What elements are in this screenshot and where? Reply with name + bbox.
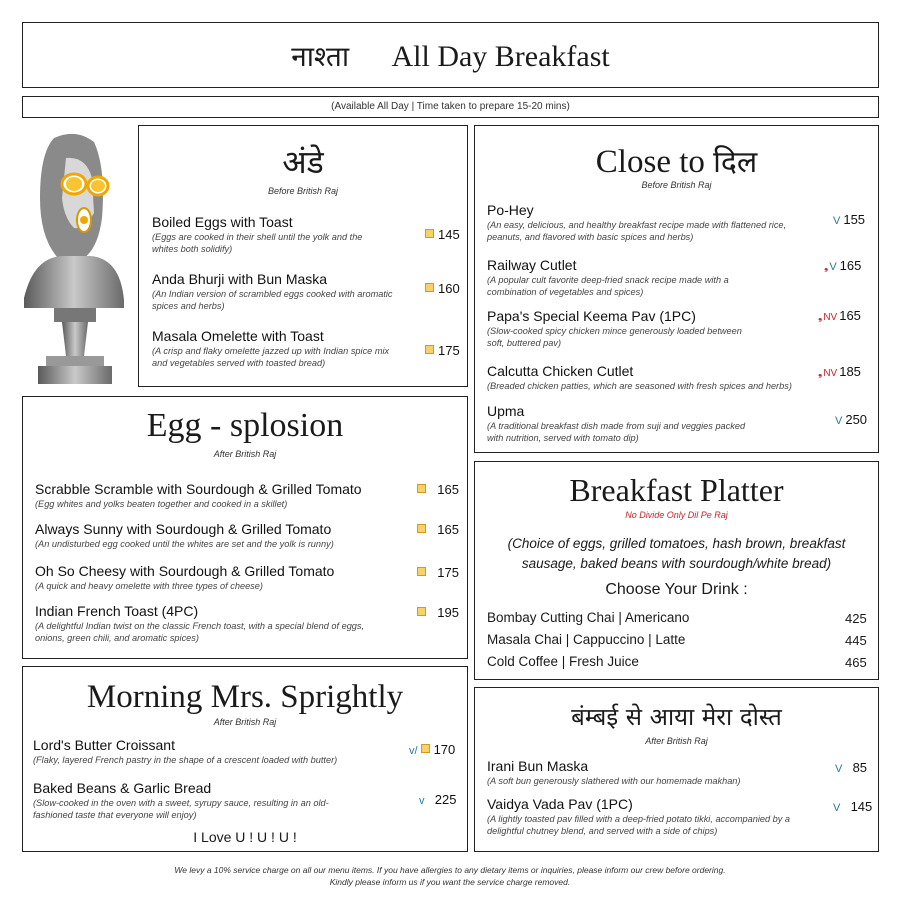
item-description: (A soft bun generously slathered with our homemade makhan)	[487, 776, 741, 786]
item-name: Anda Bhurji with Bun Maska	[152, 271, 328, 287]
section-breakfast-platter	[474, 461, 879, 680]
drink-price: 465	[845, 655, 867, 670]
section-subtitle: Before British Raj	[641, 180, 712, 190]
section-title: Breakfast Platter	[569, 472, 784, 508]
egg-icon	[417, 607, 426, 616]
drink-price: 445	[845, 633, 867, 648]
menu-item	[487, 257, 757, 298]
item-name: Oh So Cheesy with Sourdough & Grilled Tomato	[35, 563, 335, 579]
nonveg-icon: NV	[823, 312, 838, 323]
nonveg-icon: NV	[823, 368, 838, 379]
item-price: V 250	[835, 412, 868, 427]
drink-option: Bombay Cutting Chai | Americano	[487, 610, 690, 625]
menu-item	[487, 202, 807, 243]
drink-heading: Choose Your Drink :	[605, 581, 748, 598]
menu-item	[35, 481, 415, 510]
footer-note	[0, 864, 900, 888]
item-name: Vaidya Vada Pav (1PC)	[487, 796, 633, 812]
section-eggsplosion	[22, 396, 468, 659]
veg-icon: V	[833, 215, 841, 227]
availability-note: (Available All Day | Time taken to prepare 15-20 mins)	[22, 96, 879, 118]
item-name: Lord's Butter Croissant	[33, 737, 175, 753]
chili-icon: ❟	[824, 261, 829, 273]
item-description: (A popular cult favorite deep-fried snack recipe made with a combination of vegetables and spices)	[487, 275, 729, 297]
item-name: Scrabble Scramble with Sourdough & Grilled Tomato	[35, 481, 362, 497]
bust-illustration	[14, 128, 134, 390]
section-title: Egg - splosion	[146, 407, 344, 444]
item-price: 175	[417, 565, 459, 580]
item-description: (An Indian version of scrambled eggs cooked with aromatic spices and herbs)	[152, 289, 393, 311]
menu-item	[35, 563, 415, 592]
section-sprightly	[22, 666, 468, 852]
section-title	[475, 140, 878, 181]
menu-item	[152, 214, 382, 255]
menu-title-box	[22, 22, 879, 88]
title-english: All Day Breakfast	[391, 40, 610, 73]
item-price: ❟V 165	[824, 258, 862, 273]
item-price: v 225	[419, 792, 457, 807]
menu-item	[35, 603, 365, 644]
item-price: 160	[425, 281, 460, 296]
drink-option: Masala Chai | Cappuccino | Latte	[487, 632, 686, 647]
egg-icon	[417, 524, 426, 533]
chili-icon: ❟	[818, 311, 823, 323]
item-description: (Slow-cooked in the oven with a sweet, syrupy sauce, resulting in an old-fashioned taste that everyone will enjoy)	[33, 798, 329, 820]
item-price: V 145	[833, 799, 873, 814]
egg-icon	[417, 567, 426, 576]
item-description: (A crisp and flaky omelette jazzed up with Indian spice mix and vegetables served with toasted bread)	[152, 346, 390, 368]
item-price: ❟NV 185	[818, 364, 861, 379]
section-title: Morning Mrs. Sprightly	[86, 679, 404, 715]
item-price: V 85	[835, 760, 868, 775]
section-title: अंडे	[282, 143, 324, 181]
drink-price: 425	[845, 611, 867, 626]
section-subtitle: After British Raj	[213, 717, 277, 727]
veg-icon: V	[833, 802, 841, 814]
menu-item	[487, 758, 787, 787]
section-title: बंम्बई से आया मेरा दोस्त	[571, 703, 782, 731]
menu-item	[33, 737, 373, 766]
tagline: I Love U ! U ! U !	[193, 829, 297, 845]
section-ande	[138, 125, 468, 387]
item-description: (An undisturbed egg cooked until the whites are set and the yolk is runny)	[35, 539, 334, 549]
title-hindi: नाश्ता	[291, 40, 350, 73]
item-price: V 155	[833, 212, 866, 227]
egg-icon	[417, 484, 426, 493]
item-description: (Egg whites and yolks beaten together and cooked in a skillet)	[35, 499, 288, 509]
item-name: Indian French Toast (4PC)	[35, 603, 199, 619]
section-subtitle: After British Raj	[645, 736, 708, 746]
menu-item	[33, 780, 333, 821]
drink-option: Cold Coffee | Fresh Juice	[487, 654, 639, 669]
section-subtitle: Before British Raj	[267, 186, 339, 196]
section-subtitle: No Divide Only Dil Pe Raj	[625, 510, 728, 520]
menu-item	[487, 403, 747, 444]
item-price: v/ 170	[409, 742, 456, 757]
item-description: (A traditional breakfast dish made from suji and veggies packed with nutrition, served with tomato dip)	[487, 421, 746, 443]
item-name: Boiled Eggs with Toast	[152, 214, 293, 230]
item-name: Masala Omelette with Toast	[152, 328, 324, 344]
egg-icon	[425, 283, 434, 292]
menu-item	[35, 521, 415, 550]
item-name: Upma	[487, 403, 525, 419]
veg-icon: V	[835, 415, 843, 427]
title-hindi: दिल	[713, 145, 758, 180]
menu-item	[487, 363, 817, 392]
menu-item	[487, 796, 817, 837]
item-price: 175	[425, 343, 460, 358]
item-price: ❟NV 165	[818, 308, 861, 323]
veg-icon: V	[829, 261, 837, 273]
egg-icon	[425, 229, 434, 238]
footer-line-2: Kindly please inform us if you want the service charge removed.	[329, 877, 571, 887]
section-subtitle: After British Raj	[213, 449, 277, 459]
menu-item	[487, 308, 747, 349]
item-name: Papa's Special Keema Pav (1PC)	[487, 308, 696, 324]
chili-icon: ❟	[818, 367, 823, 379]
egg-icon	[421, 744, 430, 753]
veg-icon: v	[419, 795, 425, 807]
item-description: (A quick and heavy omelette with three types of cheese)	[35, 581, 263, 591]
item-name: Calcutta Chicken Cutlet	[487, 363, 634, 379]
item-description: (Flaky, layered French pastry in the shape of a crescent loaded with butter)	[33, 755, 338, 765]
egg-icon	[425, 345, 434, 354]
footer-line-1: We levy a 10% service charge on all our menu items. If you have allergies to any dietary items or inquiries, please inform our crew before ordering.	[174, 865, 726, 875]
item-name: Baked Beans & Garlic Bread	[33, 780, 212, 796]
item-description: (An easy, delicious, and healthy breakfast recipe made with flattened rice, peanuts, and flavored with basic spices and herbs)	[487, 220, 787, 242]
item-name: Always Sunny with Sourdough & Grilled Tomato	[35, 521, 332, 537]
menu-item	[152, 328, 392, 369]
item-description: (Eggs are cooked in their shell until the yolk and the whites both solidify)	[152, 232, 363, 254]
item-name: Railway Cutlet	[487, 257, 577, 273]
section-bombay-dost	[474, 687, 879, 852]
item-price: 195	[417, 605, 459, 620]
item-description: (Slow-cooked spicy chicken mince generously loaded between soft, buttered pav)	[487, 326, 742, 348]
item-name: Irani Bun Maska	[487, 758, 589, 774]
title-english: Close to	[595, 144, 705, 180]
item-price: 145	[425, 227, 460, 242]
menu-title	[23, 37, 878, 75]
menu-item	[152, 271, 402, 312]
item-description: (A lightly toasted pav filled with a deep-fried potato tikki, accompanied by a delightful chutney blend, and served with a side of chips)	[487, 814, 791, 836]
item-description: (A delightful Indian twist on the classic French toast, with a special blend of eggs, onions, green chili, and aromatic spices)	[35, 621, 365, 643]
veg-icon: V	[835, 763, 843, 775]
section-close-to-dil	[474, 125, 879, 453]
item-description: (Breaded chicken patties, which are seasoned with fresh spices and herbs)	[487, 381, 792, 391]
item-price: 165	[417, 482, 459, 497]
veg-icon: v/	[409, 745, 418, 757]
platter-description: (Choice of eggs, grilled tomatoes, hash brown, breakfast sausage, baked beans with sourdough/white bread)	[507, 536, 846, 571]
item-price: 165	[417, 522, 459, 537]
item-name: Po-Hey	[487, 202, 534, 218]
